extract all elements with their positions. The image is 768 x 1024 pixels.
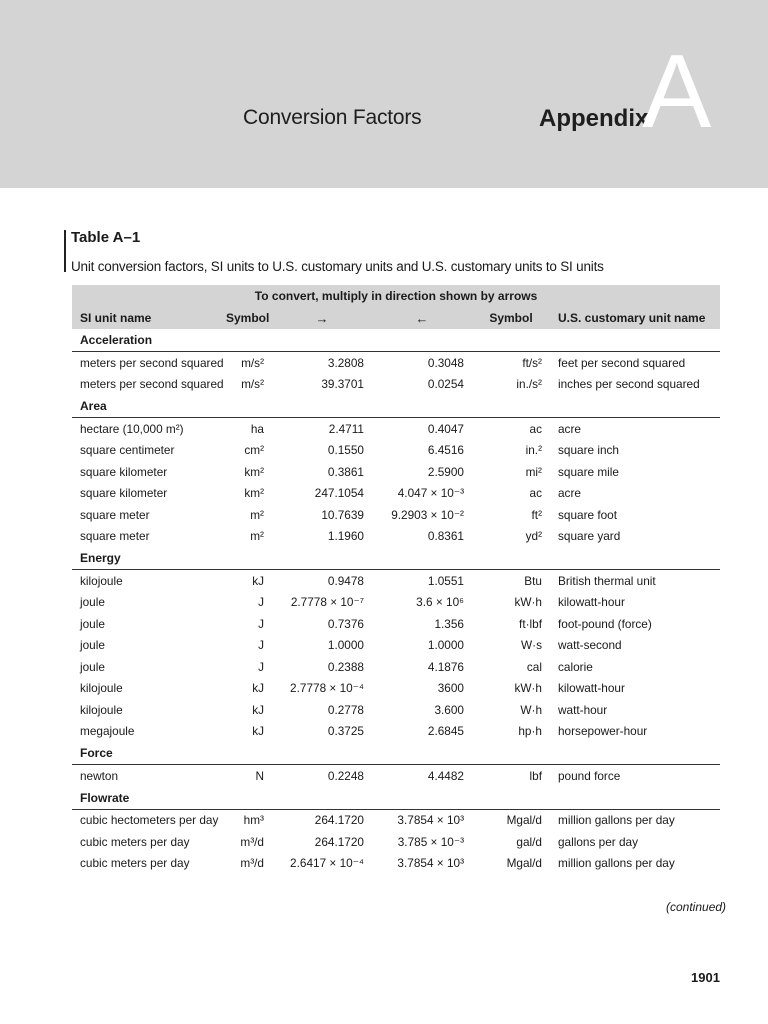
cell-us-unit-name: gallons per day	[558, 834, 639, 849]
cell-si-to-us-factor: 2.7778 × 10⁻⁴	[290, 681, 364, 696]
cell-us-unit-name: inches per second squared	[558, 377, 700, 392]
table-caption: Unit conversion factors, SI units to U.S. customary units and U.S. customary units to SI units	[71, 259, 604, 274]
cell-si-unit-name: megajoule	[80, 724, 135, 739]
cell-us-symbol: W·s	[521, 638, 542, 653]
cell-us-symbol: kW·h	[514, 681, 542, 696]
cell-si-unit-name: square meter	[80, 529, 150, 544]
chapter-title: Conversion Factors	[243, 106, 422, 129]
cell-si-to-us-factor: 0.1550	[327, 443, 364, 458]
cell-us-symbol: ac	[529, 486, 542, 501]
table-label: Table A–1	[71, 229, 141, 246]
column-header-arrow-right-icon: →	[272, 307, 372, 329]
table-row	[72, 504, 720, 526]
cell-us-to-si-factor: 2.5900	[427, 464, 464, 479]
cell-us-unit-name: pound force	[558, 768, 621, 783]
cell-si-to-us-factor: 0.3861	[327, 464, 364, 479]
cell-si-symbol: m³/d	[240, 834, 264, 849]
continued-note: (continued)	[666, 900, 727, 914]
cell-si-symbol: m²	[250, 507, 264, 522]
cell-si-to-us-factor: 0.2778	[327, 702, 364, 717]
cell-us-to-si-factor: 2.6845	[427, 724, 464, 739]
table-row	[72, 613, 720, 635]
cell-si-symbol: J	[258, 616, 264, 631]
page-number: 1901	[691, 970, 720, 985]
category-row	[72, 787, 720, 810]
conversion-table	[72, 285, 720, 874]
category-label: Energy	[72, 547, 720, 570]
cell-si-to-us-factor: 0.2248	[327, 768, 364, 783]
cell-us-unit-name: British thermal unit	[558, 573, 656, 588]
cell-si-to-us-factor: 247.1054	[314, 486, 364, 501]
table-row	[72, 721, 720, 743]
table-row	[72, 809, 720, 831]
cell-us-unit-name: calorie	[558, 659, 593, 674]
table-body	[72, 329, 720, 874]
cell-us-to-si-factor: 3600	[437, 681, 464, 696]
cell-us-to-si-factor: 3.785 × 10⁻³	[397, 834, 464, 849]
cell-us-symbol: ft²	[531, 507, 542, 522]
table-row	[72, 592, 720, 614]
cell-us-symbol: in.²	[525, 443, 542, 458]
cell-si-symbol: N	[255, 768, 264, 783]
cell-us-to-si-factor: 3.600	[434, 702, 464, 717]
cell-si-unit-name: cubic meters per day	[80, 834, 190, 849]
table-banner: To convert, multiply in direction shown by arrows	[72, 285, 720, 307]
cell-si-unit-name: kilojoule	[80, 573, 123, 588]
category-row	[72, 547, 720, 570]
table-row	[72, 461, 720, 483]
category-row	[72, 742, 720, 765]
cell-si-symbol: hm³	[243, 813, 264, 828]
table-row	[72, 374, 720, 396]
cell-si-unit-name: square kilometer	[80, 486, 168, 501]
cell-us-symbol: ft·lbf	[519, 616, 542, 631]
cell-us-symbol: mi²	[525, 464, 542, 479]
cell-us-unit-name: kilowatt-hour	[558, 681, 625, 696]
appendix-header-banner	[0, 0, 768, 188]
cell-us-to-si-factor: 6.4516	[427, 443, 464, 458]
category-label: Acceleration	[72, 329, 720, 352]
cell-us-symbol: kW·h	[514, 595, 542, 610]
cell-si-unit-name: cubic hectometers per day	[80, 813, 219, 828]
cell-si-to-us-factor: 10.7639	[321, 507, 364, 522]
column-header-arrow-left-icon: ←	[372, 307, 472, 329]
cell-us-symbol: in./s²	[516, 377, 542, 392]
cell-us-symbol: cal	[526, 659, 542, 674]
cell-si-to-us-factor: 0.2388	[327, 659, 364, 674]
category-label: Force	[72, 742, 720, 765]
cell-si-unit-name: joule	[80, 595, 105, 610]
cell-us-unit-name: square foot	[558, 507, 618, 522]
cell-si-symbol: m/s²	[241, 377, 264, 392]
cell-us-symbol: lbf	[529, 768, 542, 783]
cell-us-to-si-factor: 1.0551	[427, 573, 464, 588]
cell-si-to-us-factor: 39.3701	[321, 377, 364, 392]
table-row	[72, 853, 720, 875]
column-header-si-symbol: Symbol	[218, 307, 272, 329]
table-row	[72, 526, 720, 548]
cell-us-unit-name: foot-pound (force)	[558, 616, 652, 631]
column-header-si-unit-name: SI unit name	[72, 307, 218, 329]
cell-si-unit-name: square kilometer	[80, 464, 168, 479]
cell-si-unit-name: joule	[80, 616, 105, 631]
cell-us-symbol: yd²	[525, 529, 542, 544]
cell-us-unit-name: acre	[558, 421, 581, 436]
cell-us-to-si-factor: 4.4482	[427, 768, 464, 783]
cell-si-symbol: kJ	[252, 724, 264, 739]
cell-us-to-si-factor: 0.3048	[427, 355, 464, 370]
cell-si-symbol: km²	[244, 486, 264, 501]
appendix-letter: A	[642, 34, 712, 150]
cell-si-symbol: m³/d	[240, 856, 264, 871]
cell-si-unit-name: joule	[80, 638, 105, 653]
cell-si-unit-name: meters per second squared	[80, 377, 224, 392]
cell-us-unit-name: horsepower-hour	[558, 724, 648, 739]
cell-si-to-us-factor: 2.6417 × 10⁻⁴	[290, 856, 364, 871]
cell-si-unit-name: joule	[80, 659, 105, 674]
cell-us-unit-name: kilowatt-hour	[558, 595, 625, 610]
cell-si-to-us-factor: 1.0000	[327, 638, 364, 653]
cell-si-unit-name: kilojoule	[80, 702, 123, 717]
table-banner-row	[72, 285, 720, 307]
cell-si-unit-name: square centimeter	[80, 443, 175, 458]
cell-us-to-si-factor: 1.356	[434, 616, 464, 631]
cell-si-unit-name: newton	[80, 768, 119, 783]
category-label: Flowrate	[72, 787, 720, 810]
cell-si-to-us-factor: 0.7376	[327, 616, 364, 631]
cell-us-unit-name: million gallons per day	[558, 813, 675, 828]
table-row	[72, 765, 720, 787]
cell-us-symbol: Btu	[524, 573, 542, 588]
cell-si-to-us-factor: 2.7778 × 10⁻⁷	[290, 595, 364, 610]
cell-si-to-us-factor: 0.9478	[327, 573, 364, 588]
cell-us-to-si-factor: 0.8361	[427, 529, 464, 544]
table-header-row	[72, 307, 720, 329]
cell-us-unit-name: square inch	[558, 443, 619, 458]
cell-us-unit-name: watt-hour	[558, 702, 608, 717]
cell-si-symbol: kJ	[252, 681, 264, 696]
category-label: Area	[72, 395, 720, 418]
cell-si-symbol: kJ	[252, 702, 264, 717]
cell-si-to-us-factor: 1.1960	[327, 529, 364, 544]
cell-us-to-si-factor: 4.047 × 10⁻³	[397, 486, 464, 501]
cell-si-unit-name: hectare (10,000 m²)	[80, 421, 184, 436]
cell-si-symbol: m/s²	[241, 355, 264, 370]
table-row	[72, 656, 720, 678]
table-row	[72, 570, 720, 592]
cell-us-symbol: hp·h	[518, 724, 542, 739]
cell-si-symbol: J	[258, 595, 264, 610]
cell-us-unit-name: million gallons per day	[558, 856, 675, 871]
cell-si-symbol: cm²	[244, 443, 264, 458]
cell-si-unit-name: cubic meters per day	[80, 856, 190, 871]
cell-us-symbol: W·h	[520, 702, 542, 717]
column-header-us-unit-name: U.S. customary unit name	[550, 307, 720, 329]
cell-us-to-si-factor: 3.7854 × 10³	[397, 856, 464, 871]
cell-us-unit-name: watt-second	[558, 638, 622, 653]
table-row	[72, 418, 720, 440]
table-row	[72, 678, 720, 700]
cell-si-symbol: J	[258, 659, 264, 674]
cell-si-to-us-factor: 264.1720	[314, 813, 364, 828]
cell-us-to-si-factor: 3.6 × 10⁶	[416, 595, 464, 610]
table-row	[72, 635, 720, 657]
cell-si-to-us-factor: 2.4711	[328, 421, 364, 436]
cell-us-unit-name: square mile	[558, 464, 619, 479]
cell-si-symbol: kJ	[252, 573, 264, 588]
cell-us-symbol: ft/s²	[522, 355, 542, 370]
cell-us-to-si-factor: 1.0000	[427, 638, 464, 653]
cell-us-to-si-factor: 9.2903 × 10⁻²	[391, 507, 464, 522]
cell-us-unit-name: feet per second squared	[558, 355, 686, 370]
table-row	[72, 699, 720, 721]
category-row	[72, 329, 720, 352]
cell-us-to-si-factor: 4.1876	[427, 659, 464, 674]
cell-us-symbol: gal/d	[516, 834, 542, 849]
table-marker-rule	[64, 230, 66, 272]
table-row	[72, 483, 720, 505]
cell-us-unit-name: square yard	[558, 529, 621, 544]
cell-si-unit-name: kilojoule	[80, 681, 123, 696]
cell-si-to-us-factor: 3.2808	[327, 355, 364, 370]
cell-si-symbol: m²	[250, 529, 264, 544]
cell-us-to-si-factor: 0.0254	[427, 377, 464, 392]
cell-si-symbol: J	[258, 638, 264, 653]
cell-us-to-si-factor: 0.4047	[427, 421, 464, 436]
category-row	[72, 395, 720, 418]
table-row	[72, 352, 720, 374]
cell-us-to-si-factor: 3.7854 × 10³	[397, 813, 464, 828]
cell-us-symbol: ac	[529, 421, 542, 436]
column-header-us-symbol: Symbol	[472, 307, 550, 329]
table-row	[72, 440, 720, 462]
cell-si-symbol: km²	[244, 464, 264, 479]
cell-si-to-us-factor: 264.1720	[314, 834, 364, 849]
cell-us-unit-name: acre	[558, 486, 581, 501]
cell-si-unit-name: meters per second squared	[80, 355, 224, 370]
cell-si-symbol: ha	[250, 421, 264, 436]
table-row	[72, 831, 720, 853]
cell-si-to-us-factor: 0.3725	[327, 724, 364, 739]
cell-si-unit-name: square meter	[80, 507, 150, 522]
cell-us-symbol: Mgal/d	[506, 813, 542, 828]
appendix-label: Appendix	[539, 105, 649, 132]
cell-us-symbol: Mgal/d	[506, 856, 542, 871]
